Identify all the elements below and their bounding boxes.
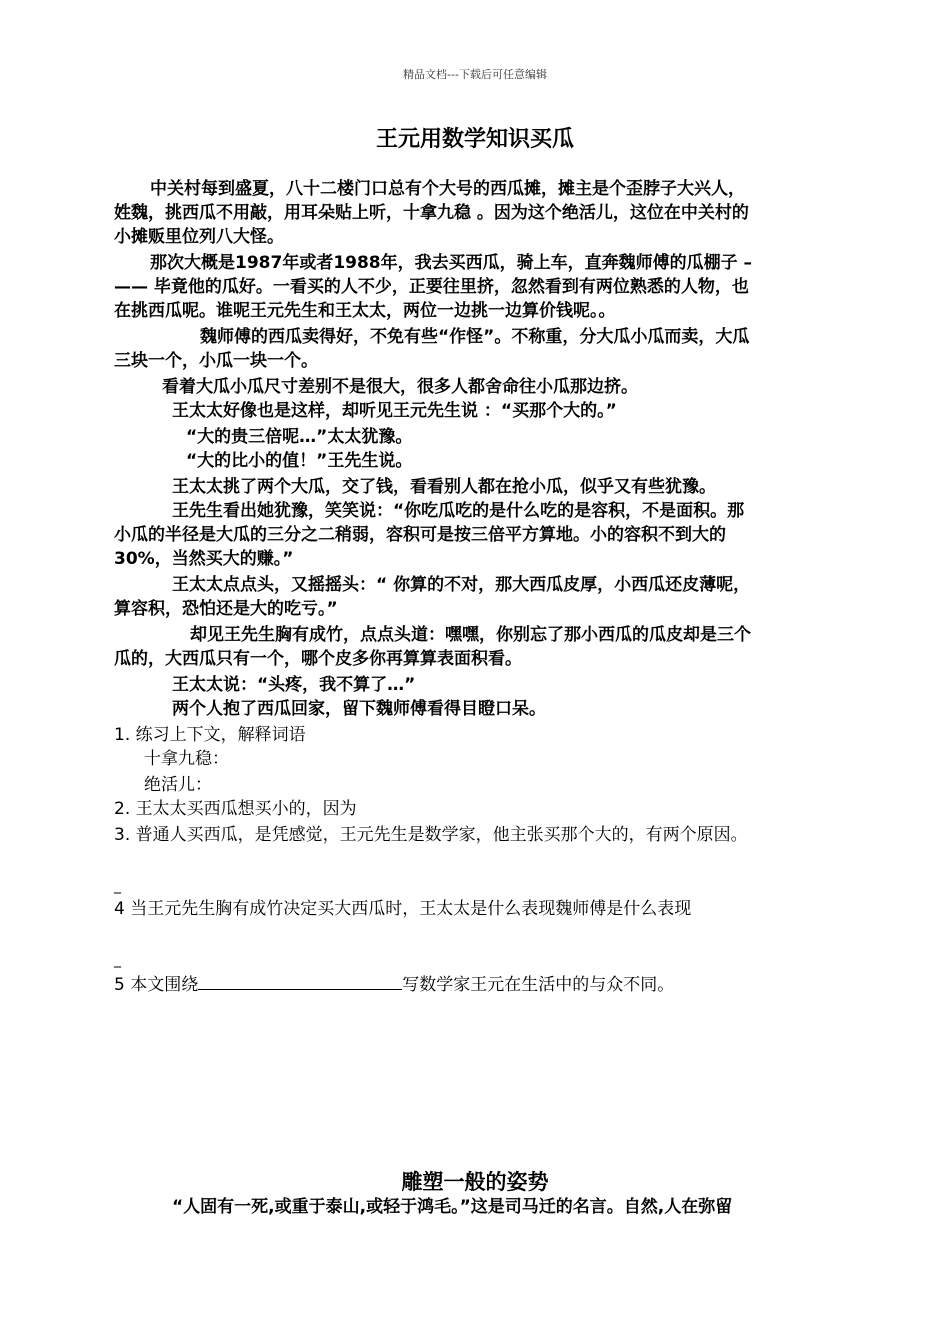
story-line: 却见王先生胸有成竹，点点头道：嘿嘿，你别忘了那小西瓜的瓜皮却是三个 <box>190 625 751 645</box>
answer-line-mark: _ <box>114 952 121 968</box>
story-line: 那次大概是1987年或者1988年，我去买西瓜，骑上车，直奔魏师傅的瓜棚子 – <box>150 253 753 273</box>
story-line: 小瓜的半径是大瓜的三分之二稍弱，容积可是按三倍平方算地。小的容积不到大的 <box>114 525 726 545</box>
question-1-term-a: 十拿九稳： <box>144 749 229 769</box>
story-line: 小摊贩里位列八大怪。 <box>114 227 284 247</box>
question-1-term-b: 绝活儿： <box>144 775 212 795</box>
question-5 <box>114 971 674 997</box>
second-article-title: 雕塑一般的姿势 <box>401 1170 549 1194</box>
second-story-line: “人固有一死,或重于泰山,或轻于鸿毛。”这是司马迁的名言。自然,人在弥留 <box>172 1197 733 1217</box>
story-line: 看着大瓜小瓜尺寸差别不是很大，很多人都舍命往小瓜那边挤。 <box>162 377 638 397</box>
story-line: 魏师傅的西瓜卖得好，不免有些“作怪”。不称重，分大瓜小瓜而卖，大瓜 <box>200 327 750 347</box>
page-header: 精品文档---下载后可任意编辑 <box>403 68 547 81</box>
story-line: “大的比小的值！”王先生说。 <box>186 451 413 471</box>
story-line: 王太太说：“头疼，我不算了…” <box>172 675 416 695</box>
question-2: 2. 王太太买西瓜想买小的，因为 <box>114 799 357 819</box>
question-4: 4 当王元先生胸有成竹决定买大西瓜时，王太太是什么表现魏师傅是什么表现 <box>114 899 692 919</box>
story-line: 中关村每到盛夏，八十二楼门口总有个大号的西瓜摊，摊主是个歪脖子大兴人， <box>150 179 745 199</box>
story-line: 姓魏，挑西瓜不用敲，用耳朵贴上听，十拿九稳 。因为这个绝活儿，这位在中关村的 <box>114 203 749 223</box>
story-line: “大的贵三倍呢…”太太犹豫。 <box>186 427 413 447</box>
story-line: 算容积，恐怕还是大的吃亏。” <box>114 599 338 619</box>
story-line: 瓜的，大西瓜只有一个，哪个皮多你再算算表面积看。 <box>114 649 522 669</box>
question-1: 1. 练习上下文，解释词语 <box>114 725 306 745</box>
story-line: —— 毕竟他的瓜好。一看买的人不少，正要往里挤，忽然看到有两位熟悉的人物，也 <box>114 277 749 297</box>
story-line: 王太太好像也是这样，却听见王元先生说 ：“买那个大的。” <box>172 401 617 421</box>
story-line: 三块一个，小瓜一块一个。 <box>114 351 318 371</box>
story-line: 在挑西瓜呢。谁呢王元先生和王太太，两位一边挑一边算价钱呢。。 <box>114 301 616 321</box>
answer-line-mark: _ <box>114 878 121 894</box>
story-line: 两个人抱了西瓜回家，留下魏师傅看得目瞪口呆。 <box>172 699 546 719</box>
story-line: 30%，当然买大的赚。” <box>114 549 294 569</box>
question-5-suffix: 写数学家王元在生活中的与众不同。 <box>402 975 675 995</box>
story-line: 王太太挑了两个大瓜，交了钱，看看别人都在抢小瓜，似乎又有些犹豫。 <box>172 477 716 497</box>
story-line: 王先生看出她犹豫，笑笑说：“你吃瓜吃的是什么吃的是容积，不是面积。那 <box>172 501 745 521</box>
question-5-prefix: 5 本文围绕 <box>114 975 199 995</box>
fill-in-blank[interactable] <box>198 971 402 990</box>
question-3: 3. 普通人买西瓜，是凭感觉，王元先生是数学家，他主张买那个大的，有两个原因。 <box>114 825 748 845</box>
article-title: 王元用数学知识买瓜 <box>375 127 574 152</box>
story-line: 王太太点点头，又摇摇头：“ 你算的不对，那大西瓜皮厚，小西瓜还皮薄呢， <box>172 575 751 595</box>
